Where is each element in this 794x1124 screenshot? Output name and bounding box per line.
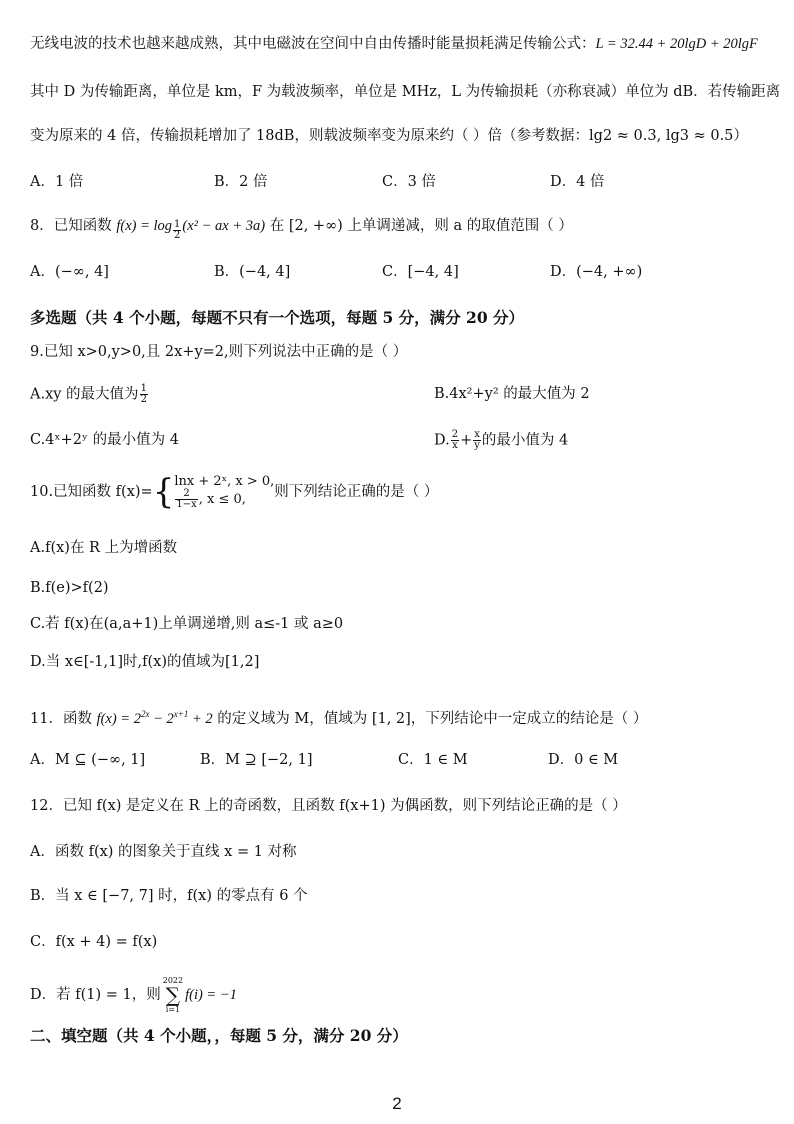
p9-d-den1: x	[452, 440, 458, 451]
problem-7-line-1	[30, 34, 758, 54]
p9-d-prefix: D.	[434, 432, 450, 449]
p10-case-1: lnx + 2ˣ, x > 0,	[174, 474, 275, 489]
p9-option-d	[434, 430, 568, 451]
p10-prefix: 10.已知函数 f(x)=	[30, 484, 153, 500]
p11-tail: + 2	[188, 710, 213, 727]
p11-option-a: A．M ⊆ (−∞, 1]	[30, 752, 146, 768]
p7-text-1: 无线电波的技术也越来越成熟，其中电磁波在空间中自由传播时能量损耗满足传输公式：	[30, 36, 596, 52]
p12-sum-symbol	[163, 976, 183, 1014]
p12-option-c: C．f(x + 4) = f(x)	[30, 934, 158, 950]
p12-d-prefix: D．若 f(1) = 1，则	[30, 987, 161, 1003]
p10-option-b: B.f(e)>f(2)	[30, 580, 109, 596]
p12-option-b: B．当 x ∈ [−7, 7] 时，f(x) 的零点有 6 个	[30, 888, 308, 904]
p8-func-left: f(x) = log	[116, 218, 173, 234]
p9-d-suffix: 的最小值为 4	[481, 432, 569, 449]
p7-option-c: C．3 倍	[382, 174, 436, 190]
p11-mid: − 2	[149, 710, 174, 727]
problem-7-line-2: 其中 D 为传输距离，单位是 km，F 为载波频率，单位是 MHz，L 为传输损耗（亦称衰减）单位为 dB．若传输距离	[30, 84, 781, 100]
p10-option-d: D.当 x∈[-1,1]时,f(x)的值域为[1,2]	[30, 654, 260, 670]
page-number: 2	[392, 1094, 402, 1113]
p9-a-frac	[140, 384, 148, 405]
p9-option-b: B.4x²+y² 的最大值为 2	[434, 386, 590, 402]
p10-brace: {	[152, 472, 175, 512]
sigma-icon: ∑	[165, 983, 181, 1007]
p9-a-num: 1	[140, 383, 147, 394]
p9-d-num2: x	[474, 429, 480, 440]
p11-suffix: 的定义域为 M，值域为 [1, 2]，下列结论中一定成立的结论是（ ）	[217, 710, 648, 727]
p8-log-base	[173, 220, 181, 241]
p9-a-den: 2	[140, 394, 147, 405]
p8-suffix: 在 [2, +∞) 上单调递减，则 a 的取值范围（ ）	[269, 218, 573, 234]
p10-case2-den: 1−x	[176, 499, 197, 510]
problem-9-stem: 9.已知 x>0,y>0,且 2x+y=2,则下列说法中正确的是（ ）	[30, 344, 408, 360]
problem-10-stem	[30, 474, 438, 510]
p9-d-plus: +	[460, 432, 473, 449]
p9-d-frac-1	[451, 430, 459, 451]
p11-prefix: 11．函数	[30, 710, 92, 727]
p12-sum-body: f(i) = −1	[185, 987, 237, 1003]
p10-option-c: C.若 f(x)在(a,a+1)上单调递增,则 a≤-1 或 a≥0	[30, 616, 344, 632]
p10-case2-num: 2	[175, 489, 197, 500]
section-fill-in: 二、填空题（共 4 个小题，，每题 5 分，满分 20 分）	[30, 1026, 408, 1045]
p7-option-b: B．2 倍	[214, 174, 268, 190]
p11-exp-1: 2x	[140, 709, 150, 719]
p7-formula: L = 32.44 + 20lgD + 20lgF	[595, 36, 758, 52]
p12-option-a: A．函数 f(x) 的图象关于直线 x = 1 对称	[30, 844, 297, 860]
p11-exp-2: x+1	[173, 709, 189, 719]
p12-sum-bot: i=1	[165, 1005, 181, 1014]
p8-option-c: C．[−4, 4]	[382, 264, 459, 280]
p10-case-2	[174, 489, 274, 510]
p9-d-den2: y	[474, 440, 480, 451]
p8-option-b: B．(−4, 4]	[214, 264, 291, 280]
p8-base-num: 1	[174, 219, 181, 230]
p8-base-den: 2	[174, 230, 181, 241]
problem-11-stem	[30, 704, 647, 729]
p8-prefix: 8．已知函数	[30, 218, 112, 234]
p8-func-right: (x² − ax + 3a)	[182, 218, 266, 234]
p10-cases	[174, 474, 274, 510]
p9-a-text: A.xy 的最大值为	[30, 386, 139, 403]
p9-d-num1: 2	[451, 429, 459, 440]
problem-7-line-3: 变为原来的 4 倍，传输损耗增加了 18dB，则载波频率变为原来约（ ）倍（参考数据：lg2 ≈ 0.3, lg3 ≈ 0.5）	[30, 128, 748, 144]
p10-case2-rest: , x ≤ 0,	[198, 492, 246, 507]
p11-func: f(x) = 2	[96, 710, 141, 727]
p9-option-c: C.4ˣ+2ʸ 的最小值为 4	[30, 432, 180, 448]
p10-case2-frac	[175, 489, 197, 510]
p12-option-d	[30, 976, 237, 1014]
problem-8-stem	[30, 216, 573, 241]
problem-12-stem: 12．已知 f(x) 是定义在 R 上的奇函数，且函数 f(x+1) 为偶函数，则下列结论正确的是（ ）	[30, 798, 627, 814]
p8-option-d: D．(−4, +∞)	[550, 264, 643, 280]
p11-option-c: C．1 ∈ M	[398, 752, 468, 768]
p10-option-a: A.f(x)在 R 上为增函数	[30, 540, 178, 556]
p11-option-d: D．0 ∈ M	[548, 752, 619, 768]
p7-option-d: D．4 倍	[550, 174, 605, 190]
p9-option-a	[30, 384, 149, 405]
p12-sum-top: 2022	[162, 976, 184, 985]
p11-option-b: B．M ⊇ [−2, 1]	[200, 752, 313, 768]
p8-option-a: A．(−∞, 4]	[30, 264, 109, 280]
p9-d-frac-2	[473, 430, 481, 451]
section-multi-choice: 多选题（共 4 个小题，每题不只有一个选项，每题 5 分，满分 20 分）	[30, 308, 525, 327]
p7-option-a: A．1 倍	[30, 174, 84, 190]
p10-suffix: 则下列结论正确的是（ ）	[274, 484, 439, 500]
